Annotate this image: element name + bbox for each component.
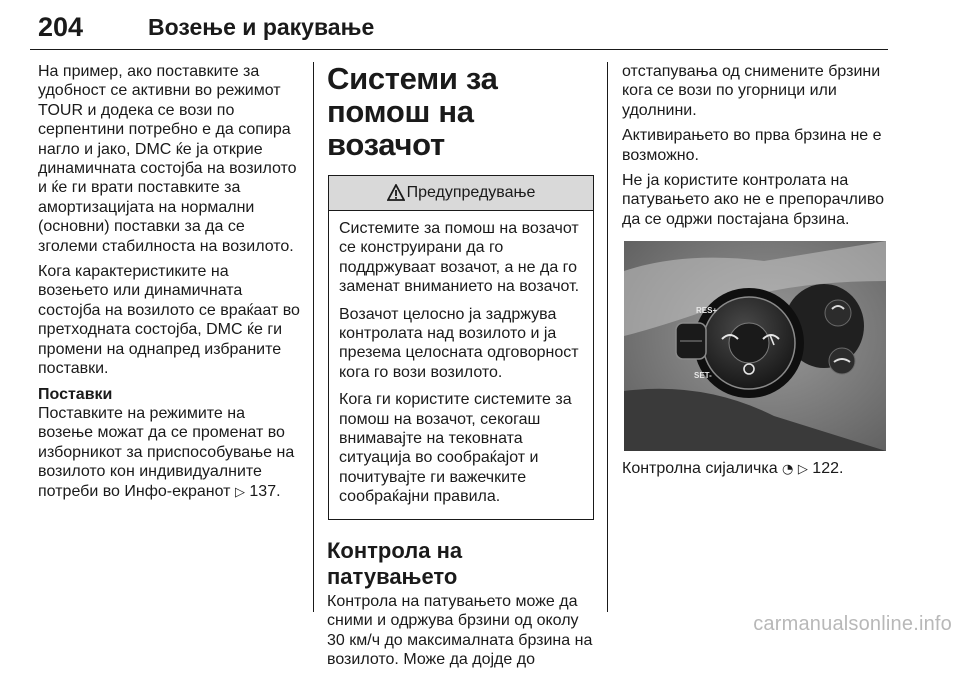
warning-paragraph: Возачот целосно ја задржува контролата над возилото и ја презема целосната одговорност кога го вози возилото. [339, 305, 579, 381]
column-middle [327, 62, 593, 675]
paragraph: Кога карактеристиките на возењето или динамичната состојба на возилото се враќаат во претходната состојба, DMC ќе ги промени на однапред избраните поставки. [38, 263, 300, 378]
paragraph: На пример, ако поставките за удобност се активни во режимот TOUR и додека се вози по серпентини потребно е да сопира нагло и јако, DMC ќе ја открие динамичната состојба на возилото и ќе ги врати поставките за амортизацијата на нормални (основни) поставки за да се зголеми стабилноста на возилото. [38, 63, 297, 255]
paragraph: Поставките на режимите на возење можат да се променат во изборникот за приспособување на возилото кон индивидуалните потреби во Инфо-екранот ▷ 137. [38, 404, 295, 500]
page-header [30, 8, 930, 48]
column-right [622, 62, 890, 486]
steering-wheel-controls-photo [624, 241, 886, 451]
section-heading: Системи за помош на возачот [327, 61, 498, 162]
warning-title: Предупредување [406, 184, 536, 201]
warning-header [329, 176, 593, 211]
paragraph: Не ја користите контролата на патувањето ако не е препорачливо да се одржи постајана брзина. [622, 172, 885, 228]
paragraph: Контрола на патувањето може да сними и одржува брзини од околу 30 км/ч до максималната брзина на возилото. Може да дојде до [327, 592, 593, 668]
page-number: 204 [38, 12, 84, 42]
page-reference-link[interactable]: 137. [249, 482, 281, 500]
phone-icon [825, 300, 851, 326]
reference-arrow-icon: ▷ [234, 484, 245, 500]
watermark: carmanualsonline.info [753, 613, 952, 635]
warning-box [328, 175, 594, 520]
set-minus-label: SET- [694, 371, 712, 381]
hang-up-icon [829, 348, 855, 374]
column-divider [607, 62, 608, 612]
warning-body [329, 211, 593, 519]
image-caption: Контролна сијаличка ◔ ▷ 122. [622, 460, 844, 478]
column-divider [313, 62, 314, 612]
reference-arrow-icon: ▷ [797, 462, 808, 478]
cruise-control-lamp-icon: ◔ [782, 462, 794, 478]
paragraph: Активирањето во прва брзина не е возможно. [622, 127, 882, 164]
warning-paragraph: Кога ги користите системите за помош на возачот, секогаш внимавајте на тековната ситуација во сообраќајот и почитувајте ги важечките сообраќајни правила. [339, 391, 572, 506]
chapter-title: Возење и ракување [148, 14, 375, 40]
column-left [38, 62, 300, 508]
res-plus-label: RES+ [696, 306, 718, 316]
warning-triangle-icon [387, 184, 405, 201]
warning-paragraph: Системите за помош на возачот се конструирани да го поддржуваат возачот, а не да го заменат вниманието на возачот. [339, 220, 580, 296]
subheading-settings: Поставки [38, 385, 113, 403]
subsection-heading: Контрола на патувањето [327, 537, 463, 589]
header-rule [30, 49, 888, 50]
paragraph: отстапувања од снимените брзини кога се вози по угорници или удолнини. [622, 63, 881, 119]
page-reference-link[interactable]: 122. [812, 460, 844, 478]
